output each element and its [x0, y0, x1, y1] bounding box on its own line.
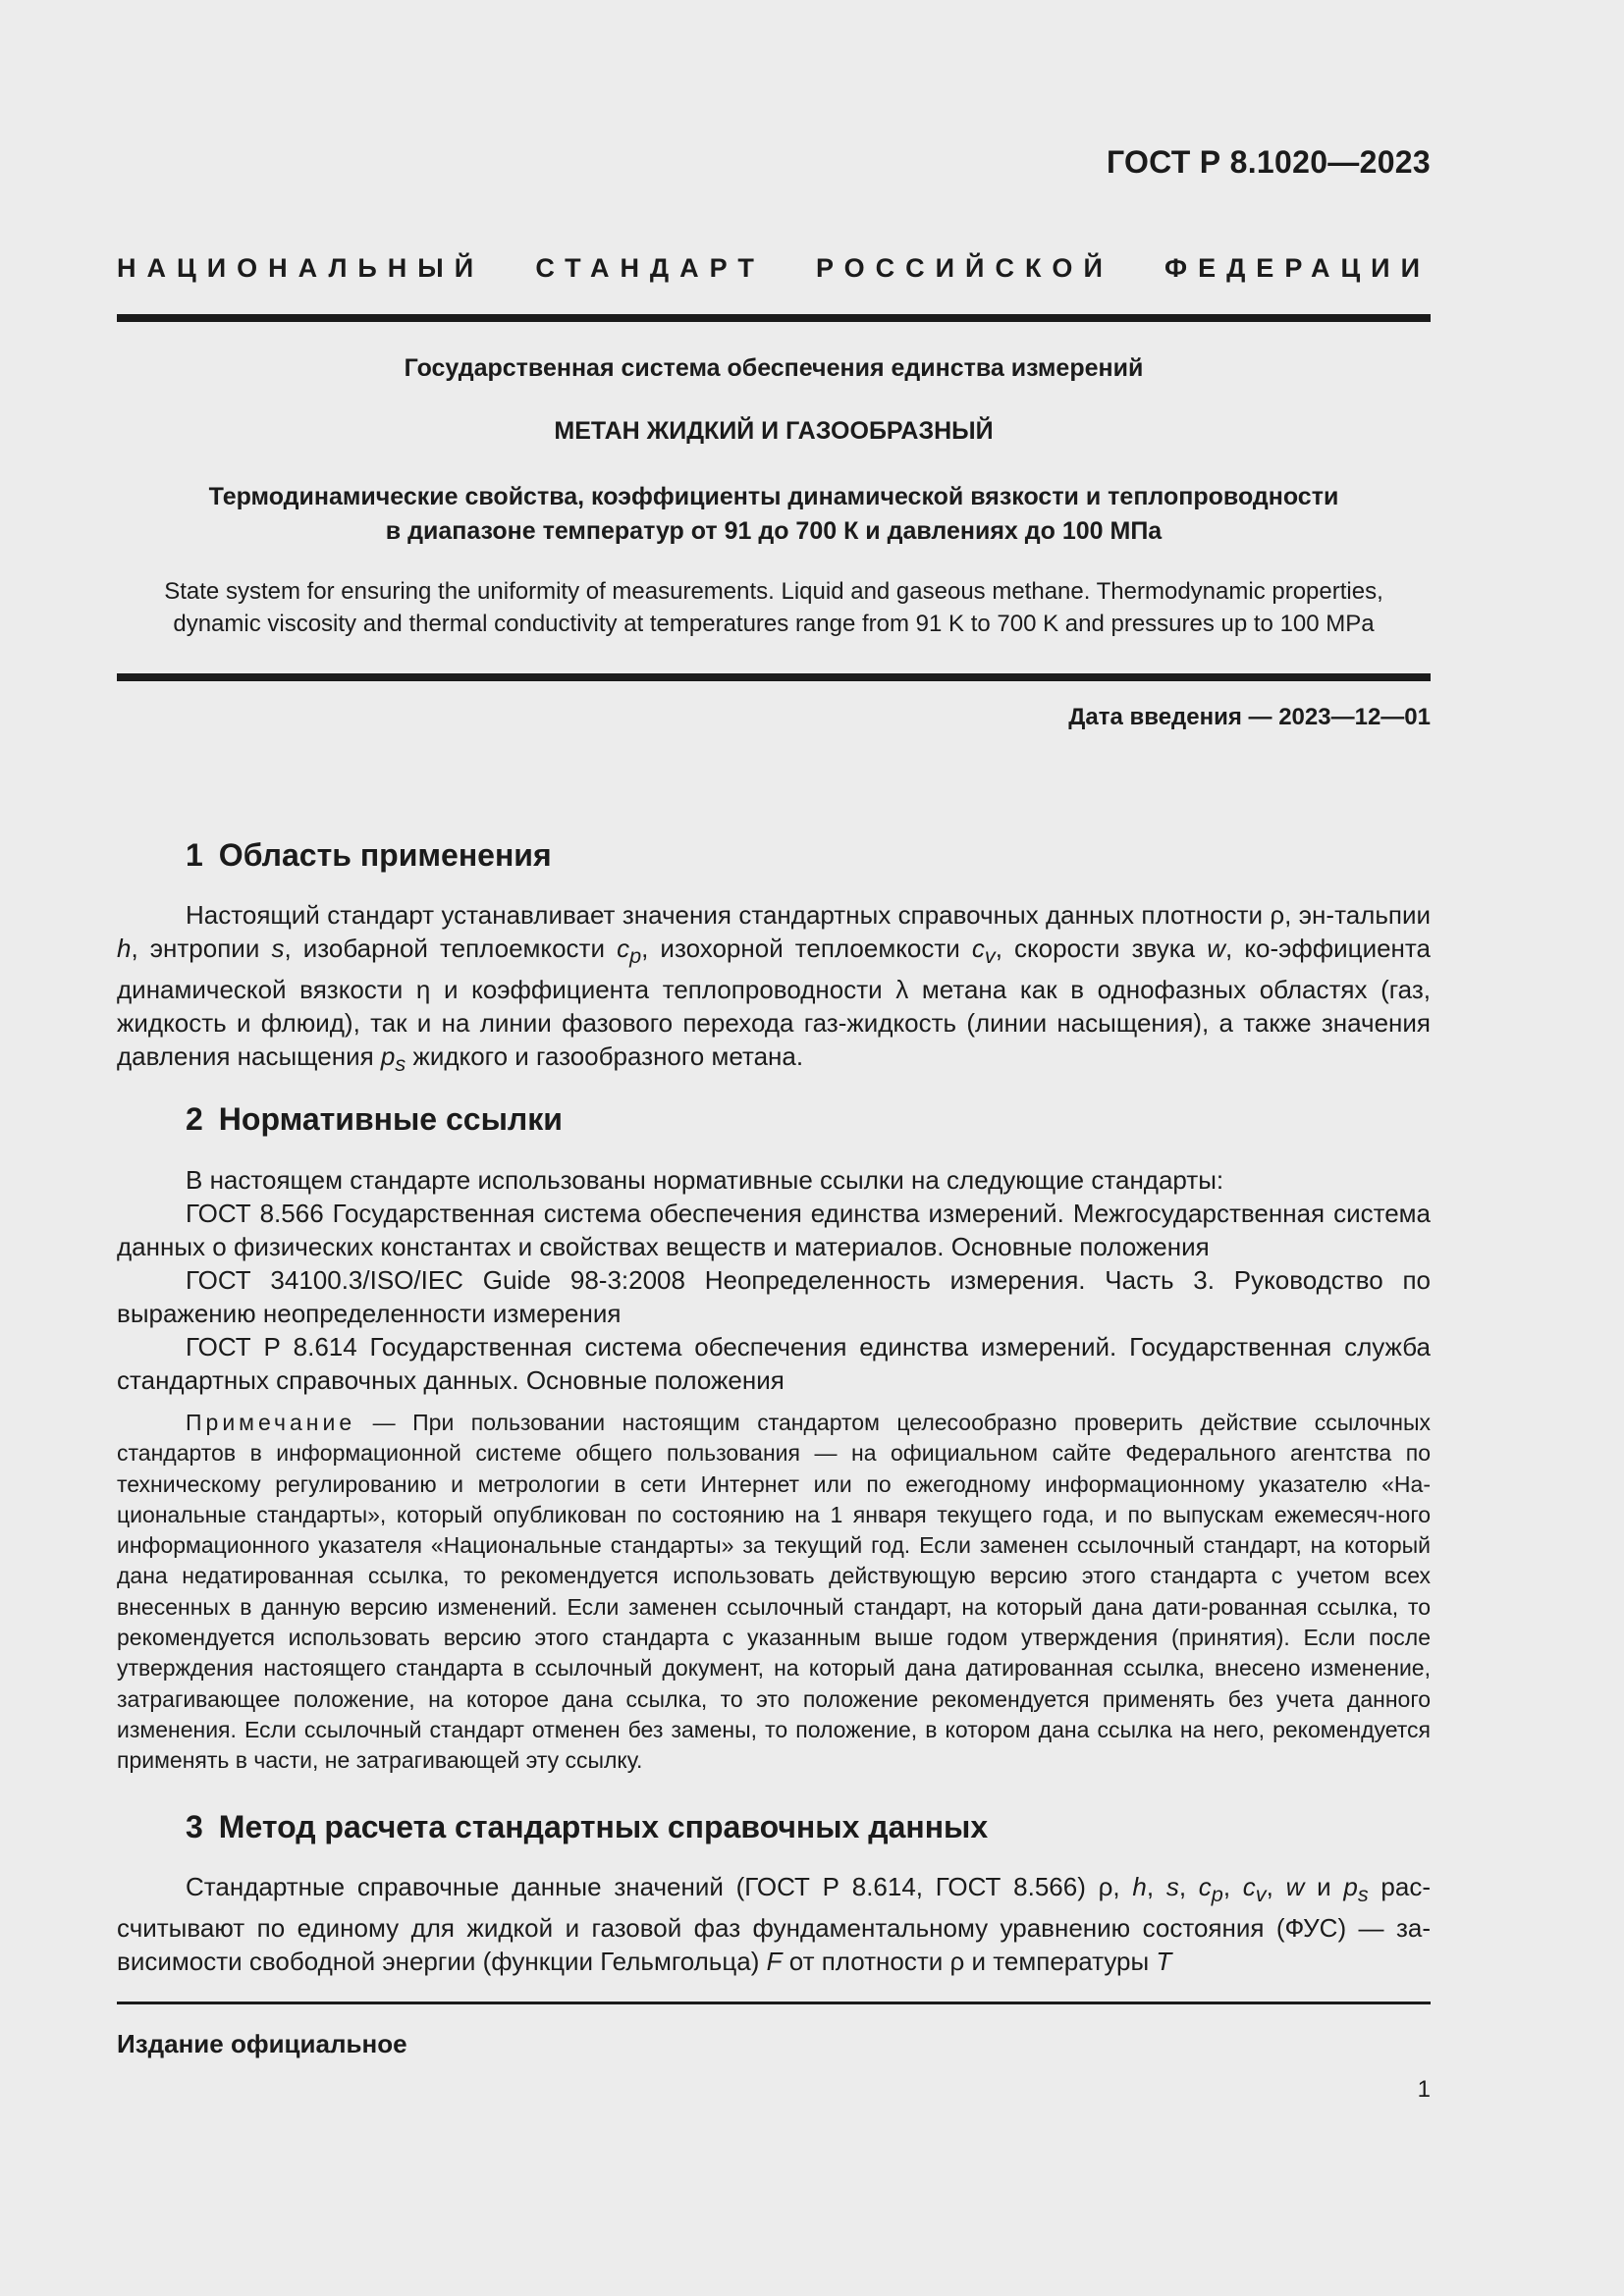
section-3-heading: [186, 1809, 988, 1845]
english-title-line: State system for ensuring the uniformity of measurements. Liquid and gaseous methane. Thermodynamic properties,: [164, 578, 1383, 605]
header-rule: [117, 314, 1431, 322]
reference-item: ГОСТ 34100.3/ISO/IEC Guide 98-3:2008 Неопределенность измерения. Часть 3. Руководство по выражению неопределенности измерения: [117, 1265, 1431, 1328]
title-rule: [117, 673, 1431, 681]
subtitle: [117, 480, 1431, 549]
section-2-body: [117, 1163, 1431, 1397]
subject-title: МЕТАН ЖИДКИЙ И ГАЗООБРАЗНЫЙ: [554, 417, 994, 445]
note-text: — При пользовании настоящим стандартом целесообразно проверить действие ссылочных стандартов в информационной системе общего пользования — на официальном сайте Федерального агентства по техническому регулированию и метрологии в сети Интернет или по ежегодному информационному указателю «На-циональные стандарты», который опубликован по состоянию на 1 января текущего года, и по выпускам ежемесяч-ного информационного указателя «Национальные стандарты» за текущий год. Если заменен ссылочный стандарт, на который дана недатированная ссылка, то рекомендуется использовать действующую версию этого стандарта с учетом всех внесенных в данную версию изменений. Если заменен ссылочный стандарт, на который дана дати-рованная ссылка, то рекомендуется использовать версию этого стандарта с указанным выше годом утверждения (принятия). Если после утверждения настоящего стандарта в ссылочный документ, на который дана датированная ссылка, внесено изменение, затрагивающее положение, на которое дана ссылка, то это положение рекомендуется применять без учета данного изменения. Если ссылочный стандарт отменен без замены, то положение, в котором дана ссылка на него, рекомендуется применять в части, не затрагивающей эту ссылку.: [117, 1410, 1431, 1774]
section-2-heading: [186, 1101, 563, 1138]
subtitle-line: в диапазоне температур от 91 до 700 К и давлениях до 100 МПа: [385, 517, 1163, 545]
system-title: Государственная система обеспечения единства измерений: [404, 354, 1144, 382]
section-number: 2: [186, 1101, 203, 1137]
section-title: Нормативные ссылки: [218, 1101, 563, 1137]
english-title-line: dynamic viscosity and thermal conductivity at temperatures range from 91 K to 700 K and pressures up to 100 MPa: [173, 611, 1375, 637]
document-page: [117, 0, 1431, 2296]
reference-item: ГОСТ 8.566 Государственная система обеспечения единства измерений. Межгосударственная система данных о физических константах и свойствах веществ и материалов. Основные положения: [117, 1199, 1431, 1261]
english-title: [117, 575, 1431, 640]
paragraph: Стандартные справочные данные значений (ГОСТ Р 8.614, ГОСТ 8.566) ρ, h, s, $c_p$, $c_v$, w и $p_s$ рас-считывают по единому для жидкой и газовой фаз фундаментальному уравнению состояния (ФУС) — за-висимости свободной энергии (функции Гельмгольца) F от плотности ρ и температуры T: [117, 1872, 1432, 1977]
footer-rule: [117, 2002, 1431, 2004]
introduction-date: Дата введения — 2023—12—01: [1068, 704, 1431, 730]
page-number: 1: [1417, 2076, 1431, 2103]
paragraph: Настоящий стандарт устанавливает значения стандартных справочных данных плотности ρ, эн-тальпии h, энтропии s, изобарной теплоемкости $c_p$, изохорной теплоемкости $c_v$, скорости звука w, ко-эффициента динамической вязкости η и коэффициента теплопроводности λ метана как в однофазных областях (газ, жидкость и флюид), так и на линии фазового перехода газ-жидкость (линии насыщения), а также значения давления насыщения $p_s$ жидкого и газообразного метана.: [117, 900, 1431, 1077]
subtitle-line: Термодинамические свойства, коэффициенты динамической вязкости и теплопроводности: [208, 483, 1339, 510]
section-number: 3: [186, 1809, 203, 1844]
section-3-body: [117, 1870, 1431, 1978]
national-standard-heading: НАЦИОНАЛЬНЫЙ СТАНДАРТ РОССИЙСКОЙ ФЕДЕРАЦИИ: [117, 253, 1431, 283]
section-1-heading: [186, 837, 552, 874]
section-title: Метод расчета стандартных справочных данных: [218, 1809, 989, 1844]
note-label: Примечание: [186, 1410, 356, 1435]
standard-number: ГОСТ Р 8.1020—2023: [1106, 144, 1431, 180]
paragraph: В настоящем стандарте использованы нормативные ссылки на следующие стандарты:: [186, 1165, 1224, 1195]
official-edition-label: Издание официальное: [117, 2029, 407, 2058]
section-title: Область применения: [218, 837, 552, 873]
section-number: 1: [186, 837, 203, 873]
note: [117, 1408, 1431, 1777]
section-1-body: [117, 898, 1431, 1081]
reference-item: ГОСТ Р 8.614 Государственная система обеспечения единства измерений. Государственная служба стандартных справочных данных. Основные положения: [117, 1332, 1431, 1395]
